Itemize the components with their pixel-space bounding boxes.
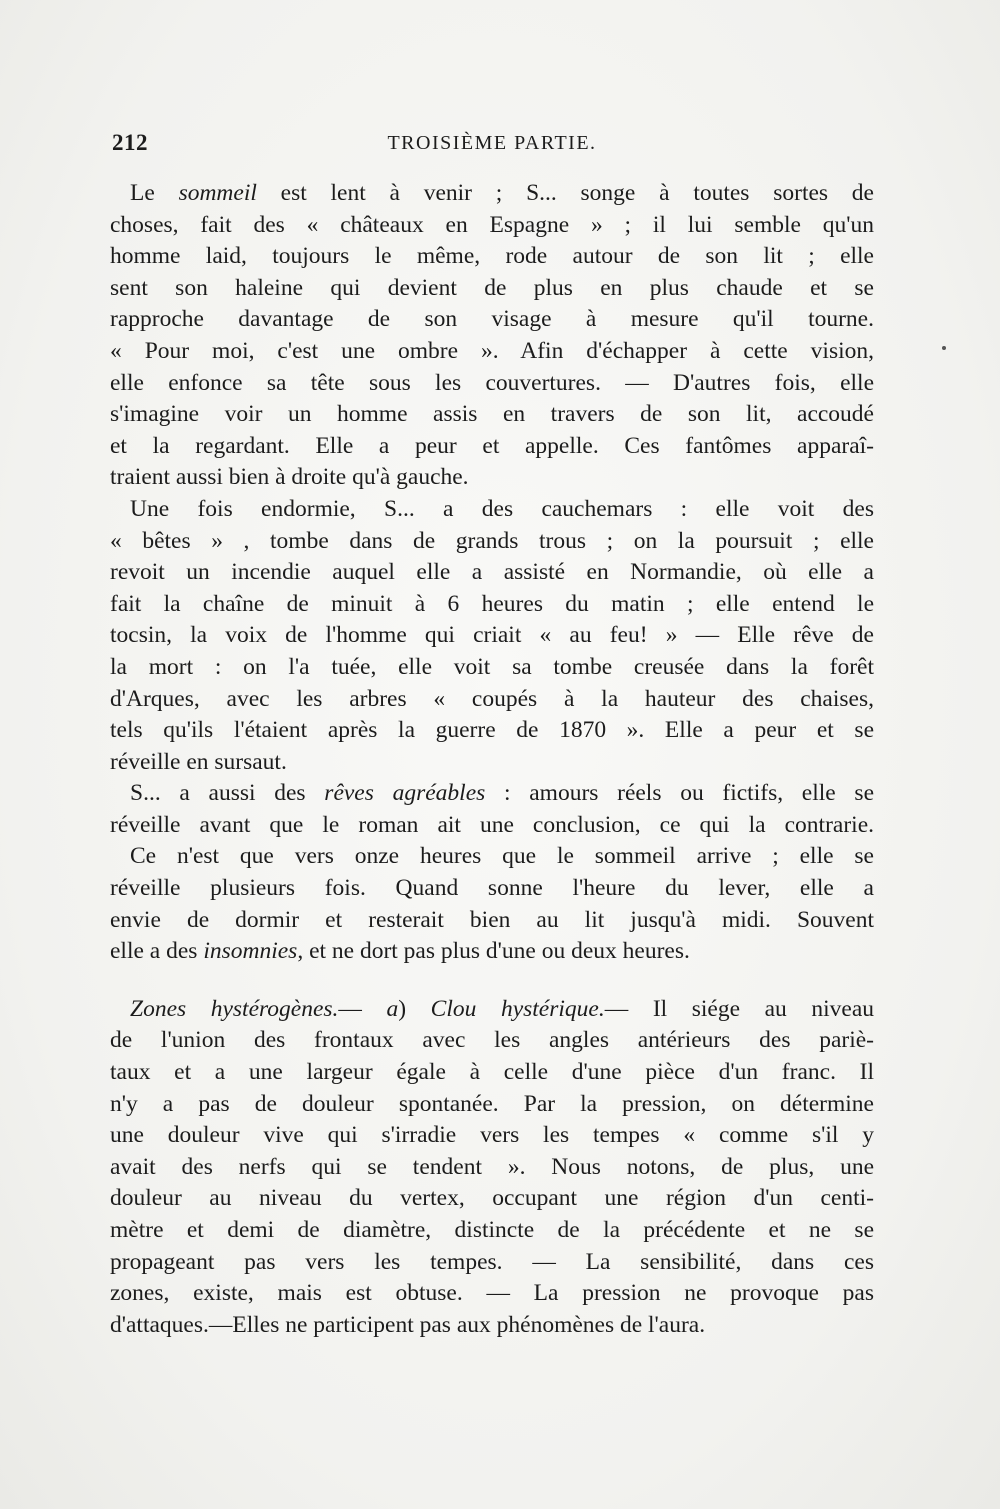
italic-text: Zones hystérogènes. bbox=[130, 995, 339, 1022]
italic-text: rêves agréables bbox=[324, 780, 486, 807]
text-run: n'y a pas de douleur spontanée. Par la pression, on détermine bbox=[110, 1090, 874, 1117]
text-run: S... a aussi des bbox=[130, 780, 325, 807]
text-run: d'Arques, avec les arbres « coupés à la hauteur des chaises, bbox=[110, 685, 874, 712]
text-run: choses, fait des « châteaux en Espagne » ; il lui semble qu'un bbox=[110, 211, 874, 238]
text-line bbox=[110, 241, 874, 273]
page-header bbox=[110, 130, 874, 164]
text-line bbox=[110, 841, 874, 873]
text-line bbox=[110, 747, 874, 779]
italic-text: a bbox=[386, 995, 399, 1022]
italic-text: Clou hystérique. bbox=[430, 995, 605, 1022]
text-run: réveille en sursaut. bbox=[110, 748, 287, 775]
text-run: Une fois endormie, S... a des cauchemars : elle voit des bbox=[130, 495, 874, 522]
body-text bbox=[110, 178, 874, 1341]
text-run: propageant pas vers les tempes. — La sensibilité, dans ces bbox=[110, 1248, 874, 1275]
text-line bbox=[110, 431, 874, 463]
running-head: TROISIÈME PARTIE. bbox=[387, 132, 597, 154]
text-line bbox=[110, 1152, 874, 1184]
text-run: avait des nerfs qui se tendent ». Nous notons, de plus, une bbox=[110, 1153, 874, 1180]
text-run: douleur au niveau du vertex, occupant une région d'un centi- bbox=[110, 1185, 874, 1212]
text-line bbox=[110, 1278, 874, 1310]
text-line bbox=[110, 1310, 874, 1342]
text-line bbox=[110, 936, 874, 968]
text-run: — Il siége au niveau bbox=[604, 995, 874, 1022]
print-speck bbox=[942, 346, 946, 350]
text-line bbox=[110, 873, 874, 905]
text-run: taux et a une largeur égale à celle d'une pièce d'un franc. Il bbox=[110, 1059, 874, 1086]
text-run: zones, existe, mais est obtuse. — La pression ne provoque pas bbox=[110, 1280, 874, 1307]
text-line bbox=[110, 1089, 874, 1121]
text-run: Ce n'est que vers onze heures que le sommeil arrive ; elle se bbox=[130, 843, 874, 870]
text-run: — bbox=[338, 995, 387, 1022]
text-line bbox=[110, 1025, 874, 1057]
text-line bbox=[110, 273, 874, 305]
text-run: elle a des bbox=[110, 938, 204, 965]
text-line bbox=[110, 778, 874, 810]
text-run: elle enfonce sa tête sous les couvertures. — D'autres fois, elle bbox=[110, 369, 874, 396]
text-run: une douleur vive qui s'irradie vers les tempes « comme s'il y bbox=[110, 1122, 874, 1149]
text-run: , et ne dort pas plus d'une ou deux heures. bbox=[297, 938, 690, 965]
text-run: « Pour moi, c'est une ombre ». Afin d'échapper à cette vision, bbox=[110, 337, 874, 364]
text-run: : amours réels ou fictifs, elle se bbox=[485, 780, 874, 807]
text-run: d'attaques.—Elles ne participent pas aux phénomènes de l'aura. bbox=[110, 1311, 706, 1338]
text-line bbox=[110, 905, 874, 937]
text-line bbox=[110, 526, 874, 558]
text-run: s'imagine voir un homme assis en travers de son lit, accoudé bbox=[110, 401, 874, 428]
italic-text: sommeil bbox=[178, 180, 257, 206]
text-run: envie de dormir et resterait bien au lit jusqu'à midi. Souvent bbox=[110, 906, 874, 933]
text-line bbox=[110, 336, 874, 368]
text-run: « bêtes » , tombe dans de grands trous ; on la poursuit ; elle bbox=[110, 527, 874, 554]
text-run: Le bbox=[130, 180, 179, 206]
text-line bbox=[110, 178, 874, 210]
text-run: revoit un incendie auquel elle a assisté en Normandie, où elle a bbox=[110, 559, 874, 586]
text-line bbox=[110, 494, 874, 526]
text-line bbox=[110, 1183, 874, 1215]
text-run: sent son haleine qui devient de plus en plus chaude et se bbox=[110, 274, 874, 301]
text-line bbox=[110, 1120, 874, 1152]
text-run: mètre et demi de diamètre, distincte de la précédente et ne se bbox=[110, 1217, 874, 1243]
text-run: rapproche davantage de son visage à mesure qu'il tourne. bbox=[110, 306, 874, 333]
text-line bbox=[110, 1215, 874, 1247]
text-line bbox=[110, 994, 874, 1026]
text-line bbox=[110, 715, 874, 747]
text-run: traient aussi bien à droite qu'à gauche. bbox=[110, 464, 469, 491]
text-run: fait la chaîne de minuit à 6 heures du matin ; elle entend le bbox=[110, 590, 874, 617]
text-line bbox=[110, 652, 874, 684]
text-line bbox=[110, 304, 874, 336]
text-run: homme laid, toujours le même, rode autour de son lit ; elle bbox=[110, 243, 874, 270]
page-number: 212 bbox=[112, 130, 148, 155]
text-line bbox=[110, 210, 874, 242]
text-line bbox=[110, 368, 874, 400]
italic-text: insomnies bbox=[203, 938, 298, 965]
text-run: tocsin, la voix de l'homme qui criait « au feu! » — Elle rêve de bbox=[110, 622, 874, 649]
text-line bbox=[110, 1247, 874, 1279]
text-run: réveille plusieurs fois. Quand sonne l'heure du lever, elle a bbox=[110, 875, 874, 902]
text-line bbox=[110, 462, 874, 494]
text-line bbox=[110, 589, 874, 621]
text-line bbox=[110, 399, 874, 431]
text-line bbox=[110, 620, 874, 652]
text-run: ) bbox=[398, 995, 431, 1022]
text-run: la mort : on l'a tuée, elle voit sa tombe creusée dans la forêt bbox=[110, 653, 874, 680]
text-line bbox=[110, 557, 874, 589]
section-gap bbox=[110, 968, 874, 994]
text-line bbox=[110, 1057, 874, 1089]
text-run: de l'union des frontaux avec les angles antérieurs des pariè- bbox=[110, 1027, 874, 1054]
text-line bbox=[110, 810, 874, 842]
text-run: et la regardant. Elle a peur et appelle. Ces fantômes apparaî- bbox=[110, 432, 874, 459]
text-run: réveille avant que le roman ait une conclusion, ce qui la contrarie. bbox=[110, 811, 874, 838]
text-run: est lent à venir ; S... songe à toutes sortes de bbox=[256, 180, 874, 206]
text-run: tels qu'ils l'étaient après la guerre de 1870 ». Elle a peur et se bbox=[110, 717, 874, 744]
text-line bbox=[110, 684, 874, 716]
